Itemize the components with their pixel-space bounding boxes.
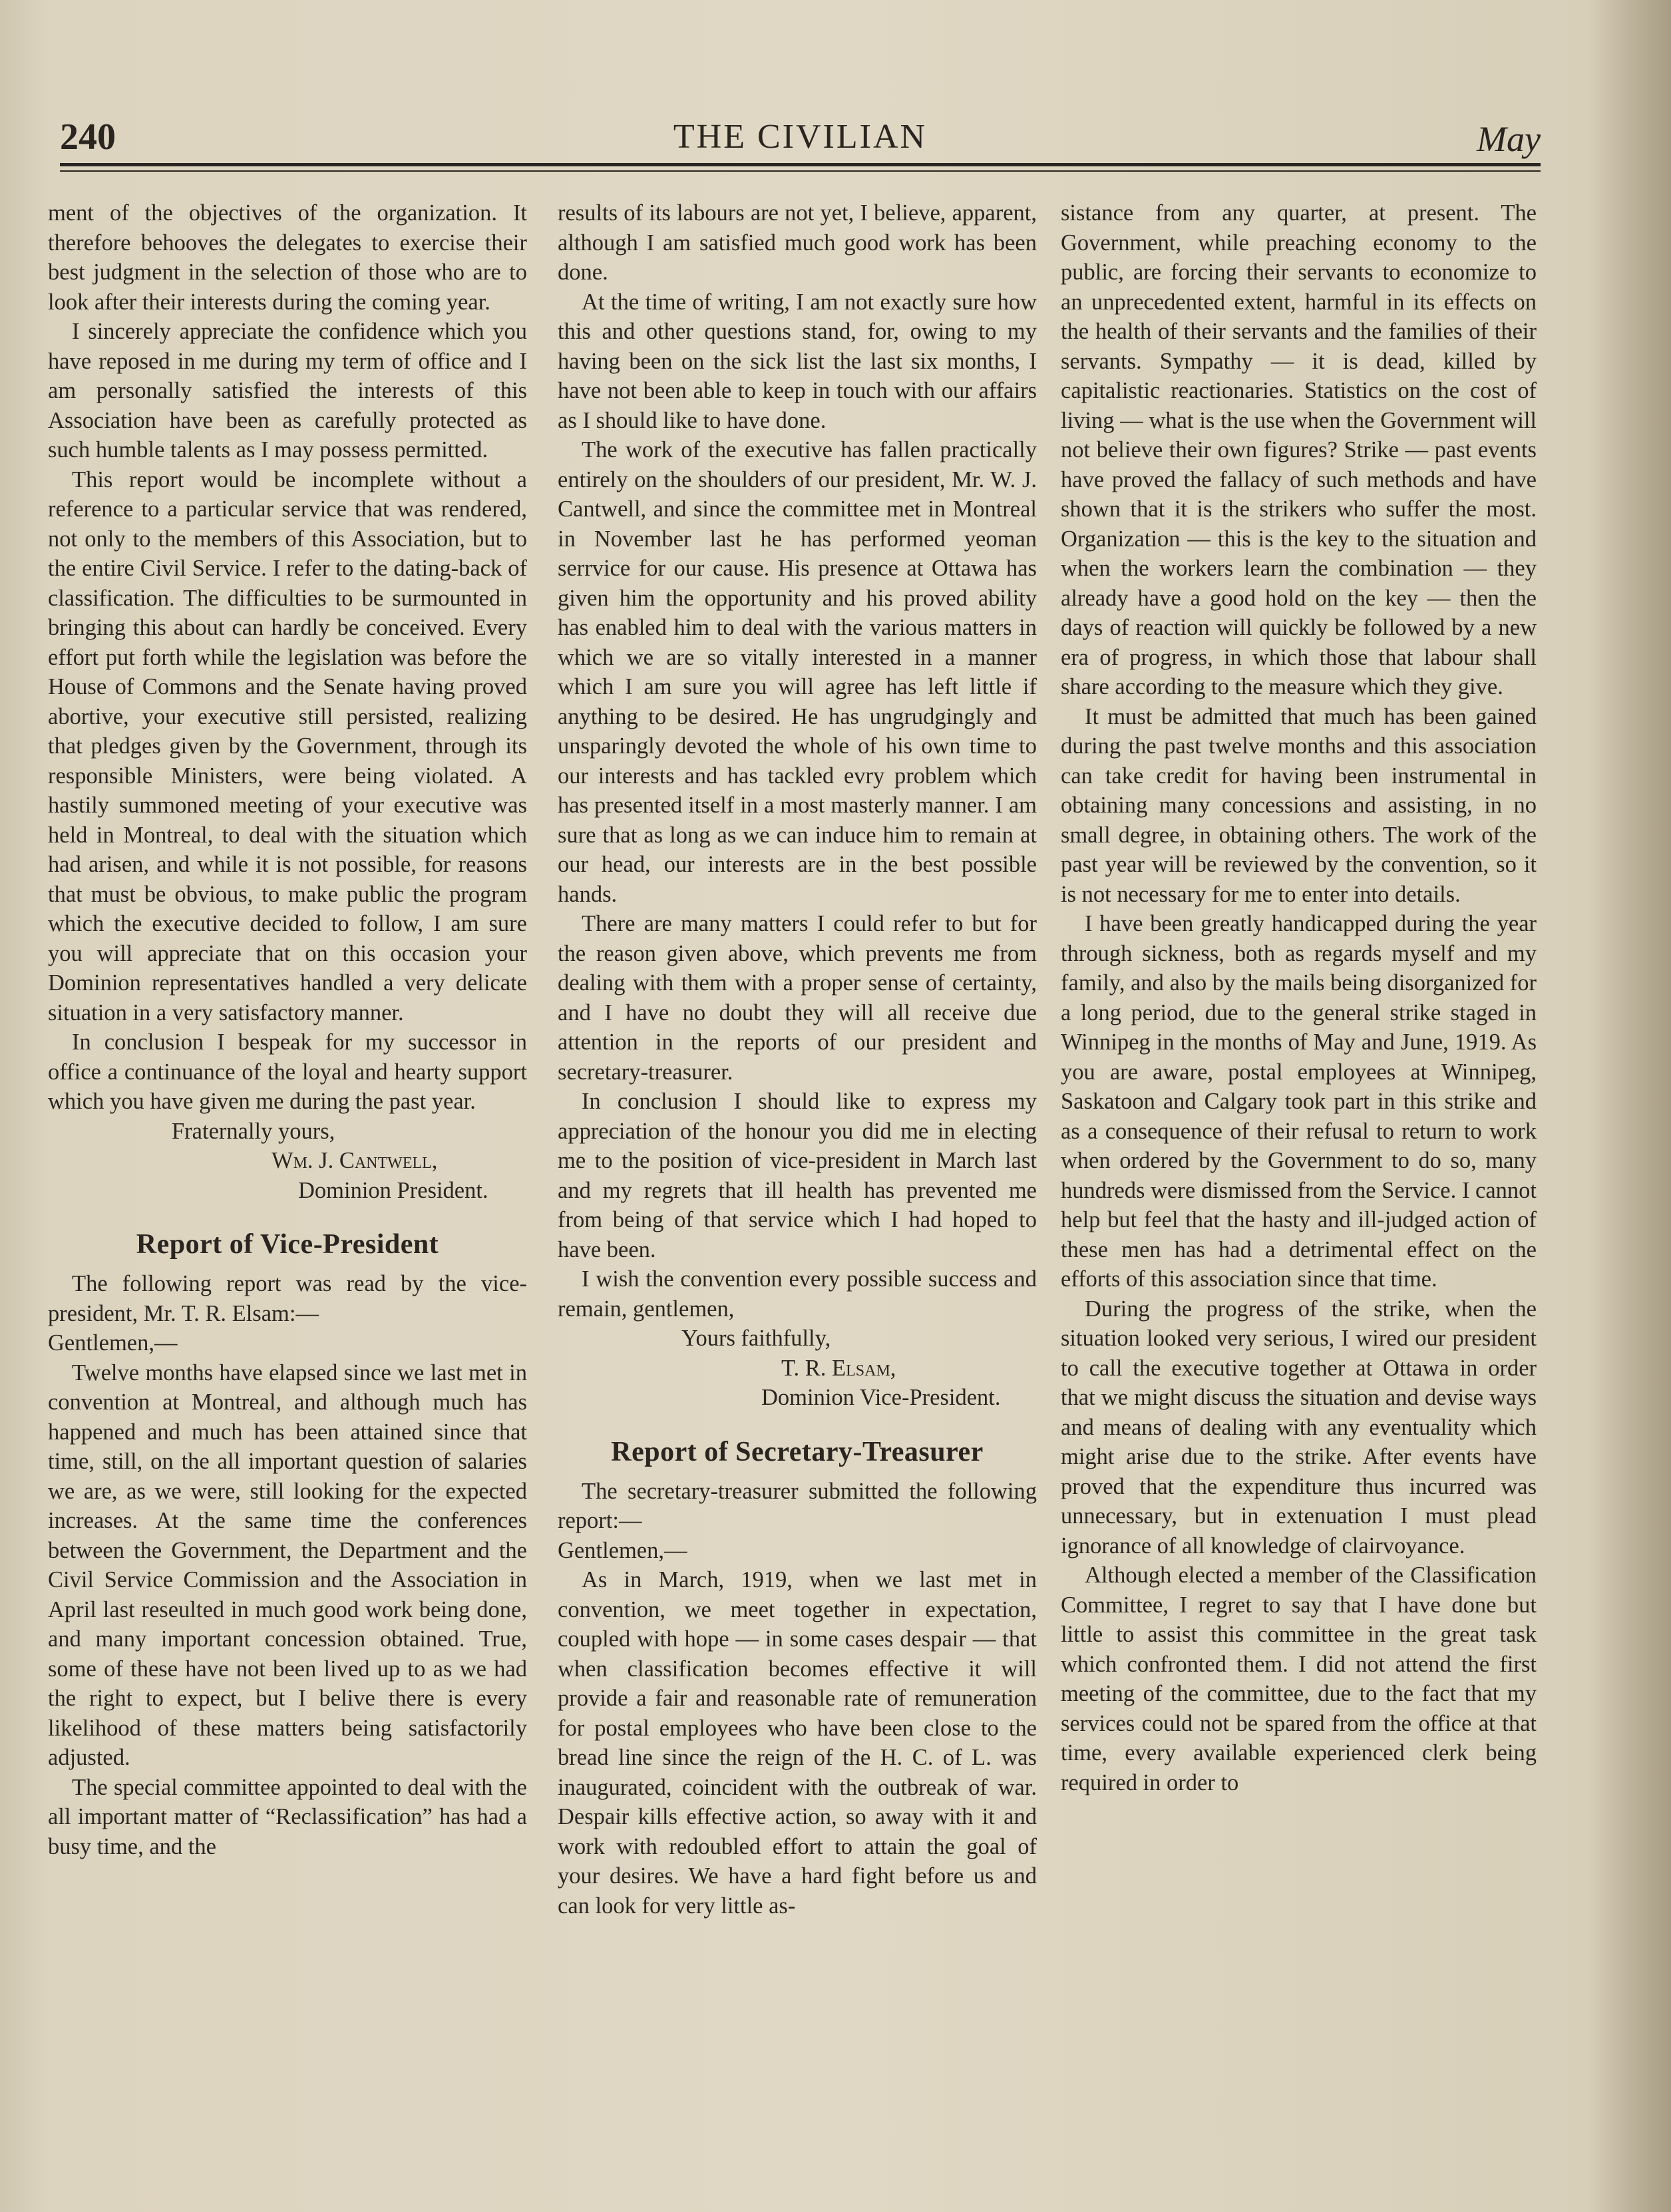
paragraph: I wish the convention every possible success and remain, gentlemen,	[558, 1266, 1037, 1322]
signature-name: T. R. Elsam,	[781, 1355, 896, 1381]
section-heading: Report of Secretary-Treasurer	[611, 1436, 984, 1467]
page-number: 240	[60, 116, 116, 158]
section-heading: Report of Vice-President	[136, 1229, 439, 1260]
paragraph: I sincerely appreciate the confidence which you have reposed in me during my term of office and I am personally satisfied the interests of this Association have been as carefully protected as such humble talents as I may possess permitted.	[48, 319, 527, 462]
header-rule-thick	[60, 163, 1541, 166]
issue-month: May	[1477, 119, 1541, 159]
paragraph: sistance from any quarter, at present. The Government, while preaching economy to the public, are forcing their servants to economize to an unprecedented extent, harmful in its effects on the health of their servants and the families of their servants. Sympathy — it is dead, killed by capitalistic reactionaries. Statistics on the cost of living — what is the use when the Government will not believe their own figures? Strike — past events have proved the fallacy of such methods and have shown that it is the strikers who suffer the most. Organization — this is the key to the situation and when the workers learn the combination — they already have a good hold on the key — then the days of reaction will quickly be followed by a new era of progress, in which those that labour shall share according to the measure which they give.	[1061, 200, 1537, 699]
paragraph: I have been greatly handicapped during the year through sickness, both as regards myself and my family, and also by the mails being disorganized for a long period, due to the general strike staged in Winnipeg in the months of May and June, 1919. As you are aware, postal employees at Winnipeg, Saskatoon and Calgary took part in this strike and as a consequence of their refusal to return to work when ordered by the Government to do so, many hundreds were dismissed from the Service. I cannot help but feel that the hasty and ill-judged action of these men has had a detrimental effect on the efforts of this association since that time.	[1061, 911, 1537, 1292]
signature-closing: Yours faithfully,	[681, 1326, 831, 1351]
column-2	[558, 198, 1037, 2181]
paragraph: ment of the objectives of the organization. It therefore behooves the delegates to exercise their best judgment in the selection of those who are to look after their interests during the coming year.	[48, 200, 527, 315]
paragraph: Twelve months have elapsed since we last met in convention at Montreal, and although much has happened and much has been attained since that time, still, on the all important question of salaries we are, as we were, still looking for the expected increases. At the same time the conferences between the Government, the Department and the Civil Service Commission and the Association in April last reseulted in much good work being done, and many important concession obtained. True, some of these have not been lived up to as we had the right to expect, but I belive there is every likelihood of these matters being satisfactorily adjusted.	[48, 1360, 527, 1770]
paragraph: There are many matters I could refer to but for the reason given above, which prevents me from dealing with them with a proper sense of certainty, and I have no doubt they will all receive due attention in the reports of our president and secretary-treasurer.	[558, 911, 1037, 1085]
paragraph: In conclusion I bespeak for my successor in office a continuance of the loyal and hearty support which you have given me during the past year.	[48, 1029, 527, 1114]
column-3	[1061, 198, 1537, 2181]
paragraph: As in March, 1919, when we last met in convention, we meet together in expectation, coupled with hope — in some cases despair — that when classification becomes effective it will provide a fair and reasonable rate of remuneration for postal employees who have been close to the bread line since the reign of the H. C. of L. was inaugurated, coincident with the outbreak of war. Despair kills effective action, so away with it and work with redoubled effort to attain the goal of your desires. We have a hard fight before us and can look for very little as-	[558, 1567, 1037, 1919]
signature-closing: Fraternally yours,	[172, 1118, 335, 1144]
paragraph: During the progress of the strike, when the situation looked very serious, I wired our president to call the executive together at Ottawa in order that we might discuss the situation and devise ways and means of dealing with any eventuality which might arise due to the strike. After events have proved that the expenditure thus incurred was unnecessary, but in extenuation I must plead ignorance of all knowledge of clairvoyance.	[1061, 1296, 1537, 1559]
paragraph: At the time of writing, I am not exactly sure how this and other questions stand, for, owing to my having been on the sick list the last six months, I have not been able to keep in touch with our affairs as I should like to have done.	[558, 289, 1037, 433]
header-rule-thin	[60, 170, 1541, 172]
paragraph: The work of the executive has fallen practically entirely on the shoulders of our president, Mr. W. J. Cantwell, and since the committee met in Montreal in November last he has performed yeoman serrvice for our cause. His presence at Ottawa has given him the opportunity and his proved ability has enabled him to deal with the various matters in which we are so vitally interested in a manner which I am sure you will agree has left little if anything to be desired. He has ungrudgingly and unsparingly devoted the whole of his own time to our interests and has tackled evry problem which has presented itself in a most masterly manner. I am sure that as long as we can induce him to remain at our head, our interests are in the best possible hands.	[558, 437, 1037, 907]
paragraph: In conclusion I should like to express my appreciation of the honour you did me in electing me to the position of vice-president in March last and my regrets that ill health has prevented me from being of that service which I had hoped to have been.	[558, 1089, 1037, 1262]
paragraph: This report would be incomplete without a reference to a particular service that was rendered, not only to the members of this Association, but to the entire Civil Service. I refer to the dating-back of classification. The difficulties to be surmounted in bringing this about can hardly be conceived. Every effort put forth while the legislation was before the House of Commons and the Senate having proved abortive, your executive still persisted, realizing that pledges given by the Government, through its responsible Ministers, were being violated. A hastily summoned meeting of your executive was held in Montreal, to deal with the situation which had arisen, and while it is not possible, for reasons that must be obvious, to make public the program which the executive decided to follow, I am sure you will appreciate that on this occasion your Dominion representatives handled a very delicate situation in a very satisfactory manner.	[48, 466, 527, 1025]
paragraph: Although elected a member of the Classification Committee, I regret to say that I have done but little to assist this committee in the great task which confronted them. I did not attend the first meeting of the committee, due to the fact that my services could not be spared from the office at that time, every available experienced clerk being required in order to	[1061, 1563, 1537, 1795]
paragraph: The following report was read by the vice-president, Mr. T. R. Elsam:—	[48, 1271, 527, 1326]
paragraph: The special committee appointed to deal with the all important matter of “Reclassification” has had a busy time, and the	[48, 1774, 527, 1859]
column-1	[48, 198, 527, 2181]
paragraph: results of its labours are not yet, I believe, apparent, although I am satisfied much good work has been done.	[558, 200, 1037, 285]
signature-title: Dominion Vice-President.	[761, 1385, 1001, 1410]
signature-title: Dominion President.	[298, 1177, 488, 1203]
paragraph: The secretary-treasurer submitted the following report:—	[558, 1478, 1037, 1533]
salutation: Gentlemen,—	[48, 1330, 178, 1356]
salutation: Gentlemen,—	[558, 1537, 687, 1563]
paragraph: It must be admitted that much has been gained during the past twelve months and this association can take credit for having been instrumental in obtaining many concessions and assisting, in no small degree, in obtaining others. The work of the past year will be reviewed by the convention, so it is not necessary for me to enter into details.	[1061, 703, 1537, 907]
page-header	[60, 113, 1541, 166]
publication-title: THE CIVILIAN	[673, 118, 928, 156]
signature-name: Wm. J. Cantwell,	[272, 1148, 438, 1173]
